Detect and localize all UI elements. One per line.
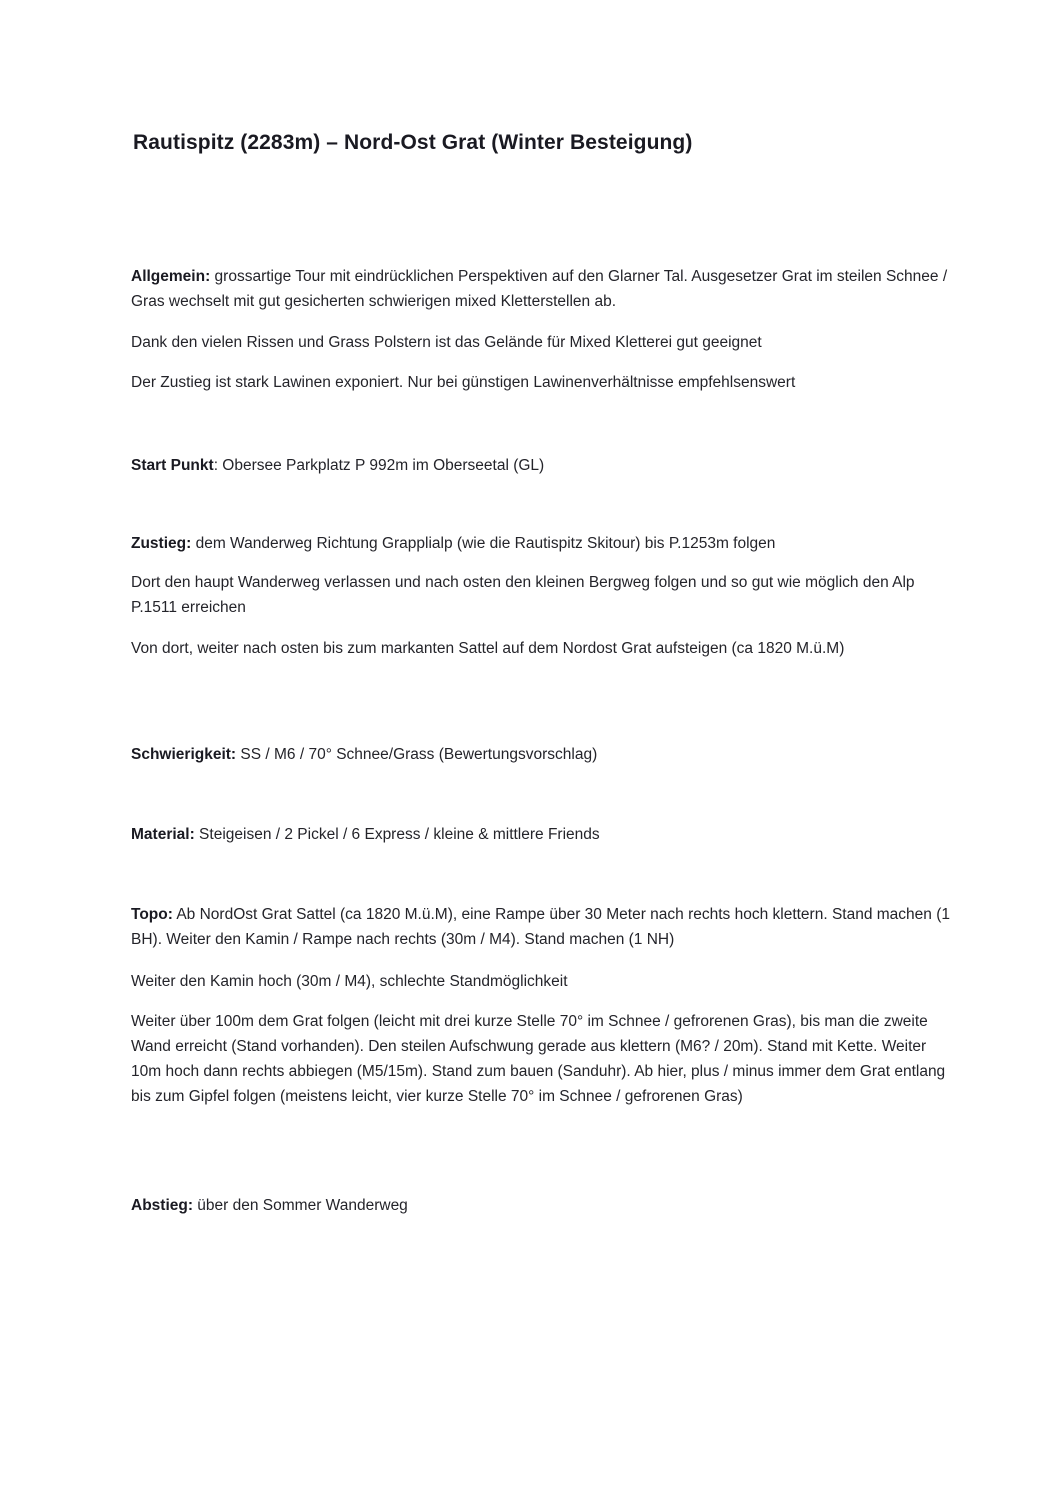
- schwierigkeit-label: Schwierigkeit:: [131, 746, 237, 763]
- abstieg-paragraph: [131, 1193, 951, 1218]
- allgemein-label: Allgemein:: [131, 268, 211, 285]
- material-paragraph: [131, 822, 951, 847]
- zustieg-sattel-paragraph: Von dort, weiter nach osten bis zum markanten Sattel auf dem Nordost Grat aufsteigen (ca 1820 M.ü.M): [131, 640, 845, 657]
- schwierigkeit-text: SS / M6 / 70° Schnee/Grass (Bewertungsvorschlag): [236, 746, 598, 763]
- topo-kamin-paragraph: Weiter den Kamin hoch (30m / M4), schlechte Standmöglichkeit: [131, 973, 568, 990]
- zustieg-text: dem Wanderweg Richtung Grapplialp (wie die Rautispitz Skitour) bis P.1253m folgen: [191, 535, 776, 552]
- topo-paragraph: [131, 902, 951, 952]
- zustieg-paragraph: [131, 531, 951, 556]
- zustieg-label: Zustieg:: [131, 535, 192, 552]
- topo-label: Topo:: [131, 906, 173, 923]
- material-text: Steigeisen / 2 Pickel / 6 Express / kleine & mittlere Friends: [194, 826, 600, 843]
- topo-text: Ab NordOst Grat Sattel (ca 1820 M.ü.M), eine Rampe über 30 Meter nach rechts hoch klettern. Stand machen (1 BH). Weiter den Kamin / Rampe nach rechts (30m / M4). Stand machen (1 NH): [131, 906, 950, 948]
- schwierigkeit-paragraph: [131, 742, 951, 767]
- allgemein-paragraph: [131, 264, 951, 314]
- allgemein-text: grossartige Tour mit eindrücklichen Perspektiven auf den Glarner Tal. Ausgesetzer Grat im steilen Schnee / Gras wechselt mit gut gesicherten schwierigen mixed Kletterstellen ab.: [131, 268, 948, 310]
- document-title: Rautispitz (2283m) – Nord-Ost Grat (Winter Besteigung): [133, 131, 693, 154]
- start-text: : Obersee Parkplatz P 992m im Oberseetal (GL): [213, 457, 545, 474]
- zustieg-route-paragraph: Dort den haupt Wanderweg verlassen und nach osten den kleinen Bergweg folgen und so gut wie möglich den Alp P.1511 erreichen: [131, 574, 915, 616]
- abstieg-text: über den Sommer Wanderweg: [193, 1197, 408, 1214]
- start-label: Start Punkt: [131, 457, 214, 474]
- topo-grat-paragraph: Weiter über 100m dem Grat folgen (leicht mit drei kurze Stelle 70° im Schnee / gefrorenen Gras), bis man die zweite Wand erreicht (Stand vorhanden). Den steilen Aufschwung gerade aus klettern (M6? / 20m). Stand mit Kette. Weiter 10m hoch dann rechts abbiegen (M5/15m). Stand zum bauen (Sanduhr). Ab hier, plus / minus immer dem Grat entlang bis zum Gipfel folgen (meistens leicht, vier kurze Stelle 70° im Schnee / gefrorenen Gras): [131, 1013, 946, 1105]
- start-paragraph: [131, 453, 951, 478]
- abstieg-label: Abstieg:: [131, 1197, 193, 1214]
- material-label: Material:: [131, 826, 195, 843]
- allgemein-avalanche-paragraph: Der Zustieg ist stark Lawinen exponiert. Nur bei günstigen Lawinenverhältnisse empfehlsenswert: [131, 374, 796, 391]
- allgemein-terrain-paragraph: Dank den vielen Rissen und Grass Polstern ist das Gelände für Mixed Kletterei gut geeignet: [131, 334, 762, 351]
